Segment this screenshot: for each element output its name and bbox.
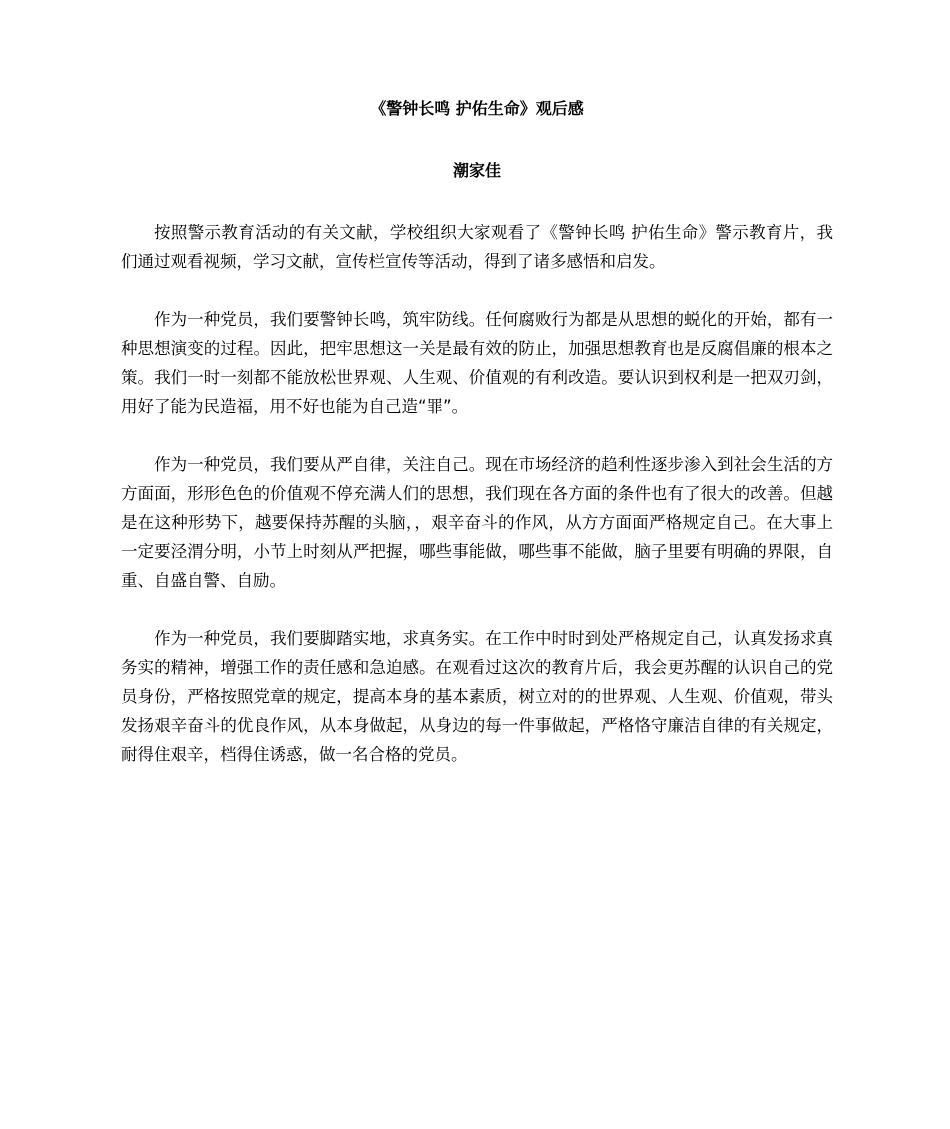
document-author: 潮家佳 [452, 161, 501, 180]
paragraph: 作为一种党员，我们要从严自律，关注自己。现在市场经济的趋利性逐步渗入到社会生活的方方面面，形形色色的价值观不停充满人们的思想，我们现在各方面的条件也有了很大的改善。但越是在这种形势下，越要保持苏醒的头脑，，艰辛奋斗的作风，从方方面面严格规定自己。在大事上一定要泾渭分明，小节上时刻从严把握，哪些事能做，哪些事不能做，脑子里要有明确的界限，自重、自盛自警、自励。 [121, 455, 833, 590]
paragraph: 按照警示教育活动的有关文献，学校组织大家观看了《警钟长鸣 护佑生命》警示教育片，我们通过观看视频，学习文献，宣传栏宣传等活动，得到了诸多感悟和启发。 [121, 223, 833, 271]
document-title: 《警钟长鸣 护佑生命》观后感 [370, 99, 584, 118]
paragraph: 作为一种党员，我们要警钟长鸣，筑牢防线。任何腐败行为都是从思想的蜕化的开始，都有一种思想演变的过程。因此，把牢思想这一关是最有效的防止，加强思想教育也是反腐倡廉的根本之策。我们一时一刻都不能放松世界观、人生观、价值观的有利改造。要认识到权利是一把双刃剑，用好了能为民造福，用不好也能为自己造“罪”。 [121, 310, 833, 416]
document-body [121, 96, 833, 769]
paragraph: 作为一种党员，我们要脚踏实地，求真务实。在工作中时时到处严格规定自己，认真发扬求真务实的精神，增强工作的责任感和急迫感。在观看过这次的教育片后，我会更苏醒的认识自己的党员身份，严格按照党章的规定，提高本身的基本素质，树立对的的世界观、人生观、价值观，带头发扬艰辛奋斗的优良作风，从本身做起，从身边的每一件事做起，严格恪守廉洁自律的有关规定，耐得住艰辛，档得住诱惑，做一名合格的党员。 [121, 629, 833, 764]
